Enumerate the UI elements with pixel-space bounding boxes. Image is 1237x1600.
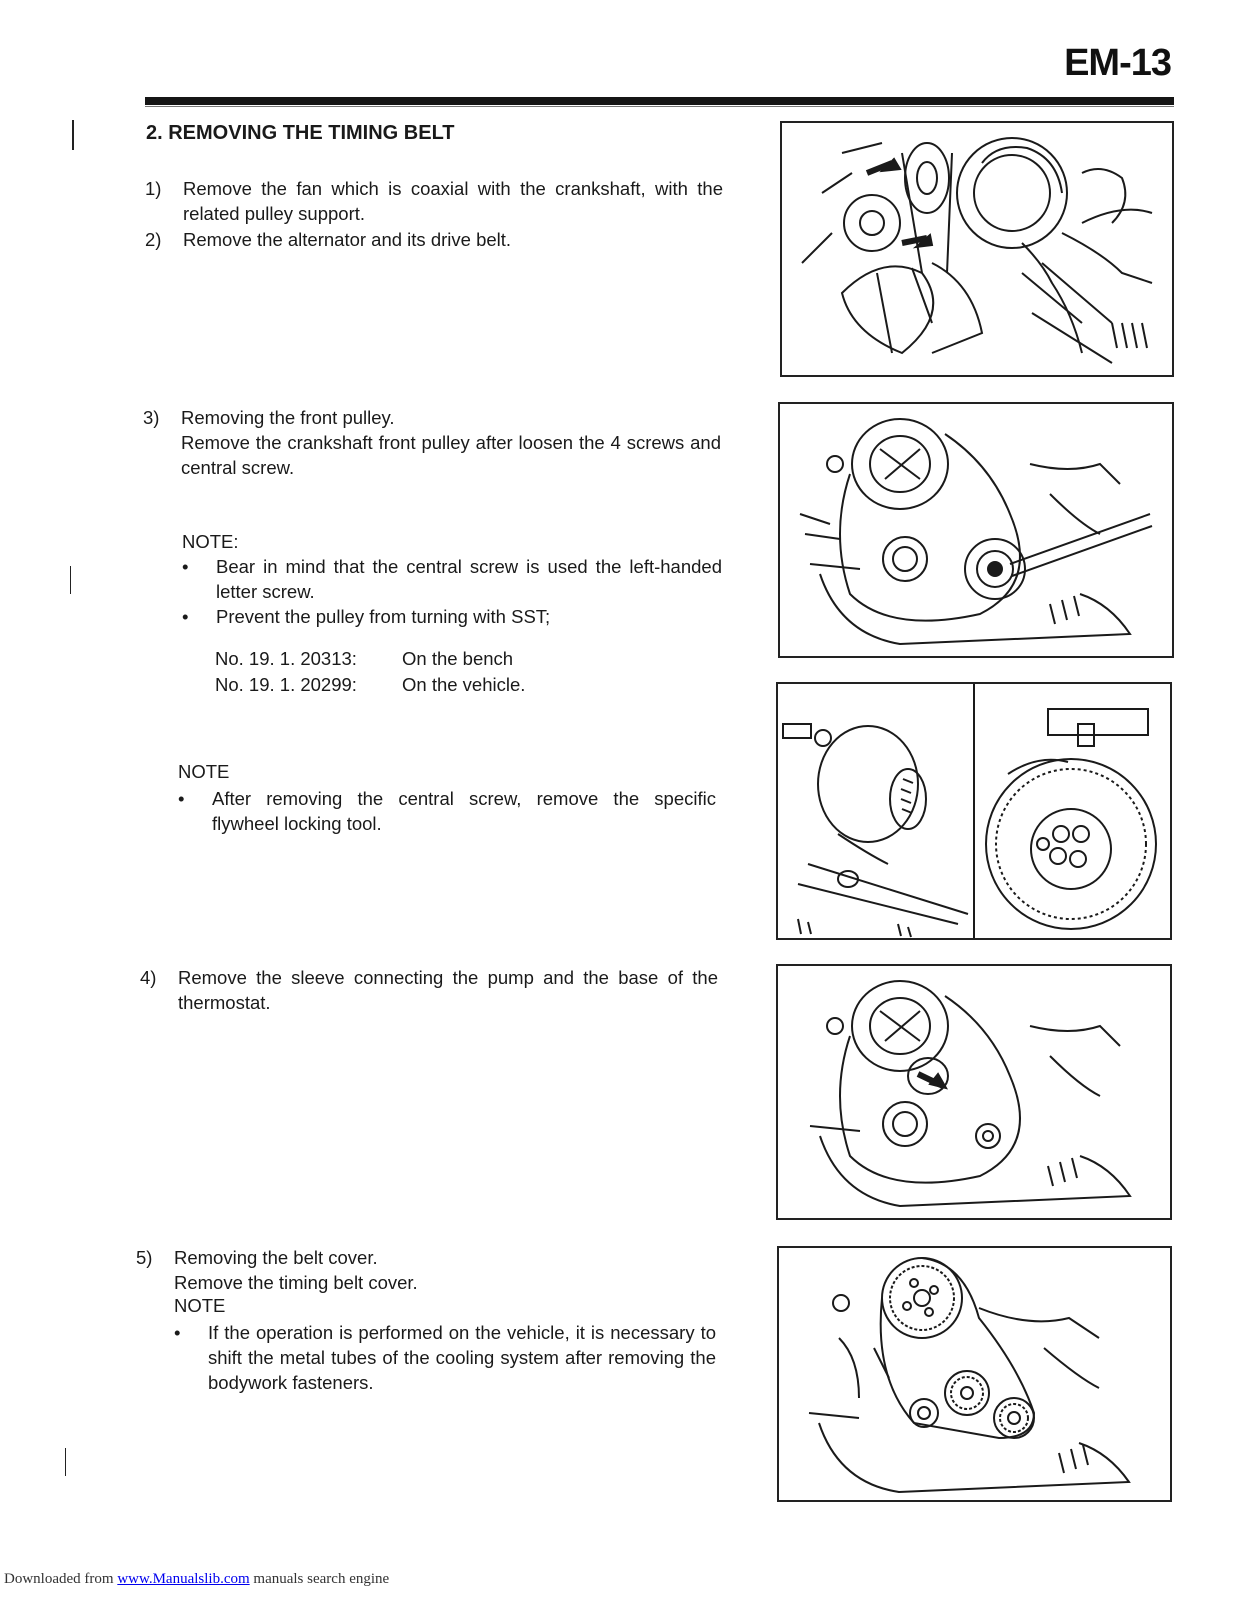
margin-change-bar [65,1448,66,1476]
margin-change-bar [72,120,74,150]
figure-front-pulley [778,402,1174,658]
step-text: Remove the fan which is coaxial with the crankshaft, with the related pulley support. [183,178,723,224]
note-bullet [178,786,718,836]
figure-fan-alternator [780,121,1174,377]
sst-code: No. 19. 1. 20299: [215,674,357,695]
step-number: 5) [136,1247,153,1268]
sst-location: On the vehicle. [402,674,526,695]
footer-link[interactable]: www.Manualslib.com [117,1571,250,1587]
bullet-text: Prevent the pulley from turning with SST; [216,606,551,627]
step-heading: Removing the front pulley. [181,407,395,428]
footer-suffix: manuals search engine [249,1571,390,1587]
footer [4,1571,389,1588]
header-rule-thin [145,106,1174,107]
sst-location: On the bench [402,648,514,669]
step-text: Remove the alternator and its drive belt. [183,229,512,250]
note-label: NOTE: [182,531,239,552]
header-rule [145,97,1174,105]
bullet-text: If the operation is performed on the vehicle, it is necessary to shift the metal tubes of the cooling system after removing the bodywork fasteners. [208,1322,716,1393]
figure-flywheel-locking [776,682,1172,940]
bullet-glyph: • [174,1322,181,1343]
bullet-text: Bear in mind that the central screw is used the left-handed letter screw. [216,556,722,602]
page-number: EM-13 [1064,42,1171,84]
figure-timing-belt [777,1246,1172,1502]
step-number: 1) [145,178,162,199]
note-label: NOTE [178,761,230,782]
note-bullet [182,554,722,604]
step-number: 2) [145,229,162,250]
sst-row [215,672,526,698]
note-bullet [182,604,722,629]
step-text: Remove the timing belt cover. [174,1272,418,1293]
figure-pump-sleeve [776,964,1172,1220]
step-text: Remove the crankshaft front pulley after loosen the 4 screws and central screw. [181,432,721,478]
note-label: NOTE [174,1295,226,1316]
note-bullet [174,1320,714,1395]
step-number: 3) [143,407,160,428]
bullet-glyph: • [182,606,189,627]
bullet-glyph: • [178,788,185,809]
sst-code: No. 19. 1. 20313: [215,648,357,669]
footer-prefix: Downloaded from [4,1571,118,1587]
step-text: Remove the sleeve connecting the pump and the base of the thermostat. [178,967,718,1013]
margin-change-bar [70,566,71,594]
section-title: 2. REMOVING THE TIMING BELT [146,122,455,144]
step-number: 4) [140,967,157,988]
bullet-text: After removing the central screw, remove the specific flywheel locking tool. [212,788,716,834]
bullet-glyph: • [182,556,189,577]
step-heading: Removing the belt cover. [174,1247,378,1268]
sst-row [215,646,514,672]
